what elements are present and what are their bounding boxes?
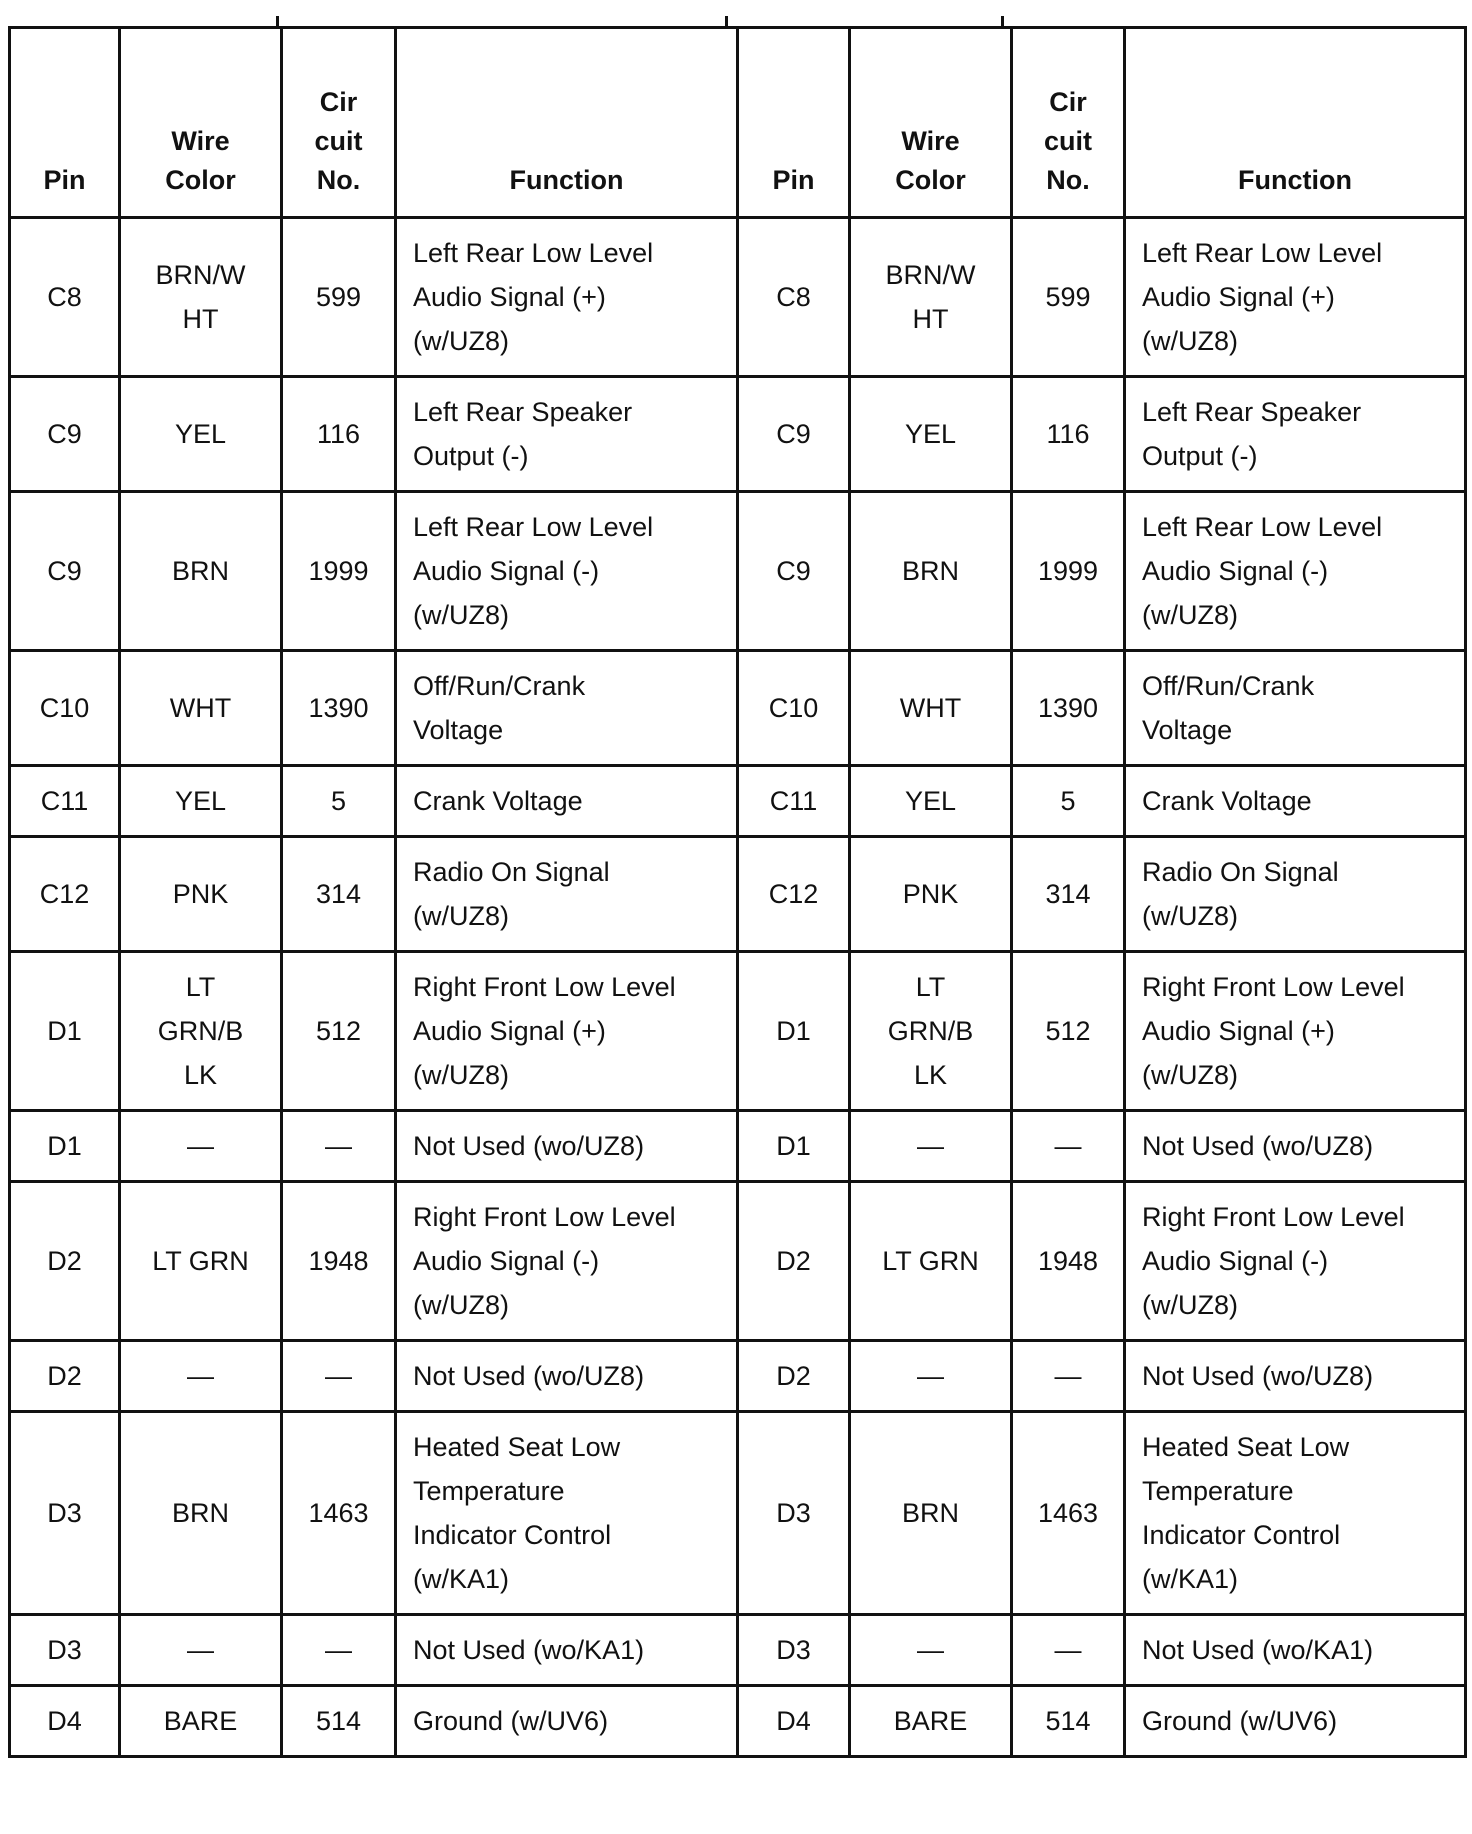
- circuit-no-cell-text: 599: [315, 282, 362, 312]
- circuit-no-cell-text: 1390: [308, 693, 369, 723]
- header-circuit-no: Cir cuit No.: [282, 28, 396, 218]
- circuit-no-cell-text: 1390: [1037, 693, 1099, 723]
- pin-cell: [10, 1341, 120, 1412]
- function-cell: [1125, 492, 1466, 651]
- circuit-no-cell-text: —: [325, 1361, 352, 1391]
- pin-cell-text: D1: [47, 1131, 82, 1161]
- table-row: [10, 1686, 1466, 1757]
- wire-color-cell: [120, 1341, 282, 1412]
- function-cell-text: Not Used (wo/UZ8): [413, 1361, 645, 1391]
- function-cell: [1125, 1615, 1466, 1686]
- circuit-no-cell: [282, 218, 396, 377]
- circuit-no-cell: [282, 1182, 396, 1341]
- header-circuit-no: Cir cuit No.: [1012, 28, 1125, 218]
- function-cell: [396, 952, 738, 1111]
- pin-cell: [738, 492, 850, 651]
- pin-cell-text: C11: [40, 786, 89, 816]
- wire-color-cell-text: —: [917, 1131, 944, 1161]
- circuit-no-cell: [282, 766, 396, 837]
- wire-color-cell-text: WHT: [169, 693, 232, 723]
- wire-color-cell-text: LT GRN: [152, 1246, 249, 1276]
- wire-color-cell: [850, 1615, 1012, 1686]
- pin-cell-text: D2: [47, 1361, 82, 1391]
- pin-cell-text: C11: [769, 786, 818, 816]
- wire-color-cell-text: LT GRN: [882, 1246, 979, 1276]
- circuit-no-cell-text: 1463: [1037, 1498, 1099, 1528]
- function-cell-text: Ground (w/UV6): [1142, 1706, 1338, 1736]
- circuit-no-cell: [282, 377, 396, 492]
- function-cell: [396, 766, 738, 837]
- wire-color-cell: [120, 1412, 282, 1615]
- pin-cell: [738, 218, 850, 377]
- function-cell: [396, 1341, 738, 1412]
- pin-cell-text: D3: [47, 1498, 82, 1528]
- header-wire-color: Wire Color: [850, 28, 1012, 218]
- function-cell: [1125, 1412, 1466, 1615]
- wire-color-cell: [120, 1615, 282, 1686]
- table-row: [10, 1412, 1466, 1615]
- circuit-no-cell-text: —: [325, 1131, 352, 1161]
- wire-color-cell-text: BARE: [893, 1706, 968, 1736]
- pin-cell: [738, 377, 850, 492]
- pin-cell: [10, 1615, 120, 1686]
- wire-color-cell: [120, 1111, 282, 1182]
- function-cell: [1125, 1341, 1466, 1412]
- header-pin: Pin: [738, 28, 850, 218]
- table-row: [10, 1341, 1466, 1412]
- wire-color-cell-text: —: [187, 1635, 214, 1665]
- wire-color-cell-text: BRN: [171, 1498, 229, 1528]
- table-row: [10, 1111, 1466, 1182]
- wire-color-cell-text: PNK: [172, 879, 229, 909]
- circuit-no-cell-text: 1463: [308, 1498, 369, 1528]
- wire-color-cell: [850, 377, 1012, 492]
- wire-color-cell-text: —: [917, 1635, 944, 1665]
- pin-cell: [738, 952, 850, 1111]
- function-cell: [1125, 651, 1466, 766]
- function-cell: [396, 1686, 738, 1757]
- wire-color-cell-text: BRN/W HT: [155, 260, 246, 334]
- circuit-no-cell-text: 314: [1045, 879, 1091, 909]
- pin-cell-text: C9: [47, 556, 82, 586]
- wire-color-cell: [850, 837, 1012, 952]
- function-cell: [1125, 218, 1466, 377]
- circuit-no-cell-text: 1948: [1037, 1246, 1099, 1276]
- pin-cell: [10, 1412, 120, 1615]
- circuit-no-cell-text: 116: [1046, 419, 1090, 449]
- wire-color-cell: [120, 492, 282, 651]
- circuit-no-cell-text: 514: [1045, 1706, 1091, 1736]
- wire-color-cell: [850, 952, 1012, 1111]
- wire-color-cell: [850, 1182, 1012, 1341]
- pin-cell-text: C8: [47, 282, 82, 312]
- function-cell-text: Crank Voltage: [413, 786, 583, 816]
- function-cell-text: Heated Seat Low Temperature Indicator Control (w/KA1): [413, 1432, 621, 1594]
- circuit-no-cell: [1012, 1341, 1125, 1412]
- circuit-no-cell: [282, 952, 396, 1111]
- function-cell: [396, 1111, 738, 1182]
- circuit-no-cell: [1012, 218, 1125, 377]
- function-cell-text: Left Rear Low Level Audio Signal (+) (w/UZ8): [413, 238, 654, 356]
- function-cell-text: Radio On Signal (w/UZ8): [1142, 857, 1339, 931]
- function-cell-text: Right Front Low Level Audio Signal (+) (w/UZ8): [1142, 972, 1405, 1090]
- pin-cell: [10, 1182, 120, 1341]
- table-row: [10, 952, 1466, 1111]
- pin-cell-text: D4: [47, 1706, 82, 1736]
- function-cell-text: Heated Seat Low Temperature Indicator Control (w/KA1): [1142, 1432, 1350, 1594]
- function-cell-text: Crank Voltage: [1142, 786, 1312, 816]
- wire-color-cell: [120, 766, 282, 837]
- circuit-no-cell: [282, 837, 396, 952]
- pin-cell: [10, 837, 120, 952]
- pin-cell-text: C8: [776, 282, 811, 312]
- pin-cell-text: D3: [776, 1635, 811, 1665]
- circuit-no-cell: [1012, 1615, 1125, 1686]
- table-row: [10, 377, 1466, 492]
- circuit-no-cell: [1012, 837, 1125, 952]
- pin-cell-text: C9: [776, 556, 811, 586]
- function-cell-text: Off/Run/Crank Voltage: [1142, 671, 1315, 745]
- pin-cell-text: C12: [768, 879, 819, 909]
- function-cell: [396, 1615, 738, 1686]
- circuit-no-cell-text: 599: [1045, 282, 1091, 312]
- table-row: [10, 492, 1466, 651]
- circuit-no-cell-text: 1948: [308, 1246, 369, 1276]
- circuit-no-cell-text: 5: [1060, 786, 1076, 816]
- wire-color-cell: [120, 651, 282, 766]
- circuit-no-cell-text: —: [1054, 1635, 1082, 1665]
- header-function: Function: [1125, 28, 1466, 218]
- wire-color-cell: [850, 492, 1012, 651]
- circuit-no-cell: [282, 651, 396, 766]
- function-cell: [396, 651, 738, 766]
- function-cell: [396, 1412, 738, 1615]
- wire-color-cell-text: YEL: [904, 786, 957, 816]
- function-cell: [396, 218, 738, 377]
- wire-color-cell-text: WHT: [899, 693, 962, 723]
- pin-cell-text: D2: [776, 1246, 811, 1276]
- pin-cell: [10, 377, 120, 492]
- pin-cell: [10, 218, 120, 377]
- pin-cell: [10, 766, 120, 837]
- circuit-no-cell: [1012, 952, 1125, 1111]
- wire-color-cell: [850, 1412, 1012, 1615]
- pin-cell: [738, 766, 850, 837]
- table-row: [10, 766, 1466, 837]
- function-cell: [396, 492, 738, 651]
- wire-color-cell: [120, 1182, 282, 1341]
- circuit-no-cell: [1012, 377, 1125, 492]
- function-cell-text: Left Rear Low Level Audio Signal (-) (w/UZ8): [1142, 512, 1383, 630]
- function-cell: [1125, 837, 1466, 952]
- circuit-no-cell: [1012, 1111, 1125, 1182]
- pin-cell-text: C10: [768, 693, 819, 723]
- connector-pinout-table: [8, 26, 1467, 1758]
- wire-color-cell-text: YEL: [174, 419, 227, 449]
- pin-cell: [738, 1686, 850, 1757]
- wire-color-cell-text: LT GRN/B LK: [887, 972, 974, 1090]
- circuit-no-cell: [282, 1615, 396, 1686]
- pin-cell: [738, 1182, 850, 1341]
- wire-color-cell: [120, 218, 282, 377]
- function-cell-text: Ground (w/UV6): [413, 1706, 609, 1736]
- pin-cell: [738, 1341, 850, 1412]
- wire-color-cell-text: YEL: [174, 786, 227, 816]
- circuit-no-cell-text: 512: [1045, 1016, 1091, 1046]
- circuit-no-cell-text: 116: [316, 419, 361, 449]
- table-row: [10, 218, 1466, 377]
- wire-color-cell-text: YEL: [904, 419, 957, 449]
- pin-cell: [738, 837, 850, 952]
- table-row: [10, 1182, 1466, 1341]
- circuit-no-cell: [1012, 1182, 1125, 1341]
- circuit-no-cell-text: 512: [315, 1016, 362, 1046]
- wire-color-cell: [120, 377, 282, 492]
- pinout-document: [8, 26, 1464, 1758]
- header-pin: Pin: [10, 28, 120, 218]
- function-cell-text: Not Used (wo/UZ8): [413, 1131, 645, 1161]
- circuit-no-cell-text: 1999: [308, 556, 369, 586]
- pin-cell: [738, 1615, 850, 1686]
- wire-color-cell-text: BARE: [163, 1706, 238, 1736]
- function-cell: [396, 837, 738, 952]
- wire-color-cell: [850, 651, 1012, 766]
- wire-color-cell: [850, 766, 1012, 837]
- function-cell-text: Left Rear Low Level Audio Signal (+) (w/UZ8): [1142, 238, 1383, 356]
- circuit-no-cell-text: 1999: [1037, 556, 1099, 586]
- pin-cell-text: D3: [776, 1498, 811, 1528]
- pin-cell: [10, 952, 120, 1111]
- circuit-no-cell-text: 314: [315, 879, 362, 909]
- wire-color-cell: [850, 218, 1012, 377]
- circuit-no-cell: [282, 492, 396, 651]
- function-cell-text: Left Rear Speaker Output (-): [1142, 397, 1362, 471]
- function-cell: [1125, 766, 1466, 837]
- pin-cell-text: D2: [776, 1361, 811, 1391]
- function-cell-text: Left Rear Speaker Output (-): [413, 397, 633, 471]
- table-row: [10, 837, 1466, 952]
- wire-color-cell: [850, 1686, 1012, 1757]
- function-cell: [1125, 1182, 1466, 1341]
- header-function: Function: [396, 28, 738, 218]
- pin-cell: [738, 1111, 850, 1182]
- pin-cell-text: D4: [776, 1706, 811, 1736]
- pin-cell-text: D3: [47, 1635, 82, 1665]
- function-cell: [1125, 952, 1466, 1111]
- header-row: [10, 28, 1466, 218]
- wire-color-cell: [120, 1686, 282, 1757]
- circuit-no-cell: [1012, 1412, 1125, 1615]
- pin-cell-text: C12: [39, 879, 90, 909]
- pin-cell-text: C9: [776, 419, 811, 449]
- circuit-no-cell-text: 5: [330, 786, 347, 816]
- wire-color-cell-text: BRN: [901, 556, 959, 586]
- table-row: [10, 651, 1466, 766]
- circuit-no-cell: [282, 1686, 396, 1757]
- wire-color-cell-text: —: [917, 1361, 944, 1391]
- circuit-no-cell: [282, 1341, 396, 1412]
- function-cell-text: Not Used (wo/UZ8): [1142, 1131, 1374, 1161]
- wire-color-cell: [120, 837, 282, 952]
- function-cell-text: Radio On Signal (w/UZ8): [413, 857, 610, 931]
- pin-cell: [738, 1412, 850, 1615]
- pin-cell-text: D1: [47, 1016, 82, 1046]
- circuit-no-cell: [1012, 492, 1125, 651]
- function-cell: [1125, 1111, 1466, 1182]
- table-row: [10, 1615, 1466, 1686]
- wire-color-cell-text: BRN: [171, 556, 229, 586]
- function-cell: [396, 1182, 738, 1341]
- circuit-no-cell: [1012, 1686, 1125, 1757]
- pin-cell-text: D1: [776, 1131, 811, 1161]
- circuit-no-cell-text: 514: [315, 1706, 362, 1736]
- wire-color-cell: [850, 1111, 1012, 1182]
- wire-color-cell-text: —: [187, 1361, 214, 1391]
- wire-color-cell-text: PNK: [902, 879, 959, 909]
- function-cell: [1125, 377, 1466, 492]
- wire-color-cell-text: BRN: [901, 1498, 959, 1528]
- circuit-no-cell-text: —: [1054, 1361, 1082, 1391]
- function-cell: [1125, 1686, 1466, 1757]
- pin-cell-text: D1: [776, 1016, 811, 1046]
- wire-color-cell: [850, 1341, 1012, 1412]
- header-wire-color: Wire Color: [120, 28, 282, 218]
- function-cell-text: Left Rear Low Level Audio Signal (-) (w/UZ8): [413, 512, 654, 630]
- wire-color-cell-text: BRN/W HT: [885, 260, 976, 334]
- pin-cell: [738, 651, 850, 766]
- circuit-no-cell: [282, 1111, 396, 1182]
- circuit-no-cell: [282, 1412, 396, 1615]
- pin-cell: [10, 1686, 120, 1757]
- circuit-no-cell: [1012, 766, 1125, 837]
- function-cell-text: Not Used (wo/KA1): [413, 1635, 645, 1665]
- function-cell-text: Off/Run/Crank Voltage: [413, 671, 586, 745]
- wire-color-cell: [120, 952, 282, 1111]
- function-cell: [396, 377, 738, 492]
- circuit-no-cell: [1012, 651, 1125, 766]
- pin-cell-text: D2: [47, 1246, 82, 1276]
- pin-cell: [10, 492, 120, 651]
- function-cell-text: Right Front Low Level Audio Signal (-) (w/UZ8): [1142, 1202, 1405, 1320]
- circuit-no-cell-text: —: [1054, 1131, 1082, 1161]
- function-cell-text: Not Used (wo/UZ8): [1142, 1361, 1374, 1391]
- function-cell-text: Right Front Low Level Audio Signal (+) (w/UZ8): [413, 972, 676, 1090]
- pin-cell-text: C9: [47, 419, 82, 449]
- function-cell-text: Right Front Low Level Audio Signal (-) (w/UZ8): [413, 1202, 676, 1320]
- pin-cell: [10, 1111, 120, 1182]
- wire-color-cell-text: —: [187, 1131, 214, 1161]
- table-body: [10, 218, 1466, 1757]
- pin-cell-text: C10: [39, 693, 90, 723]
- pin-cell: [10, 651, 120, 766]
- wire-color-cell-text: LT GRN/B LK: [157, 972, 244, 1090]
- function-cell-text: Not Used (wo/KA1): [1142, 1635, 1374, 1665]
- circuit-no-cell-text: —: [325, 1635, 352, 1665]
